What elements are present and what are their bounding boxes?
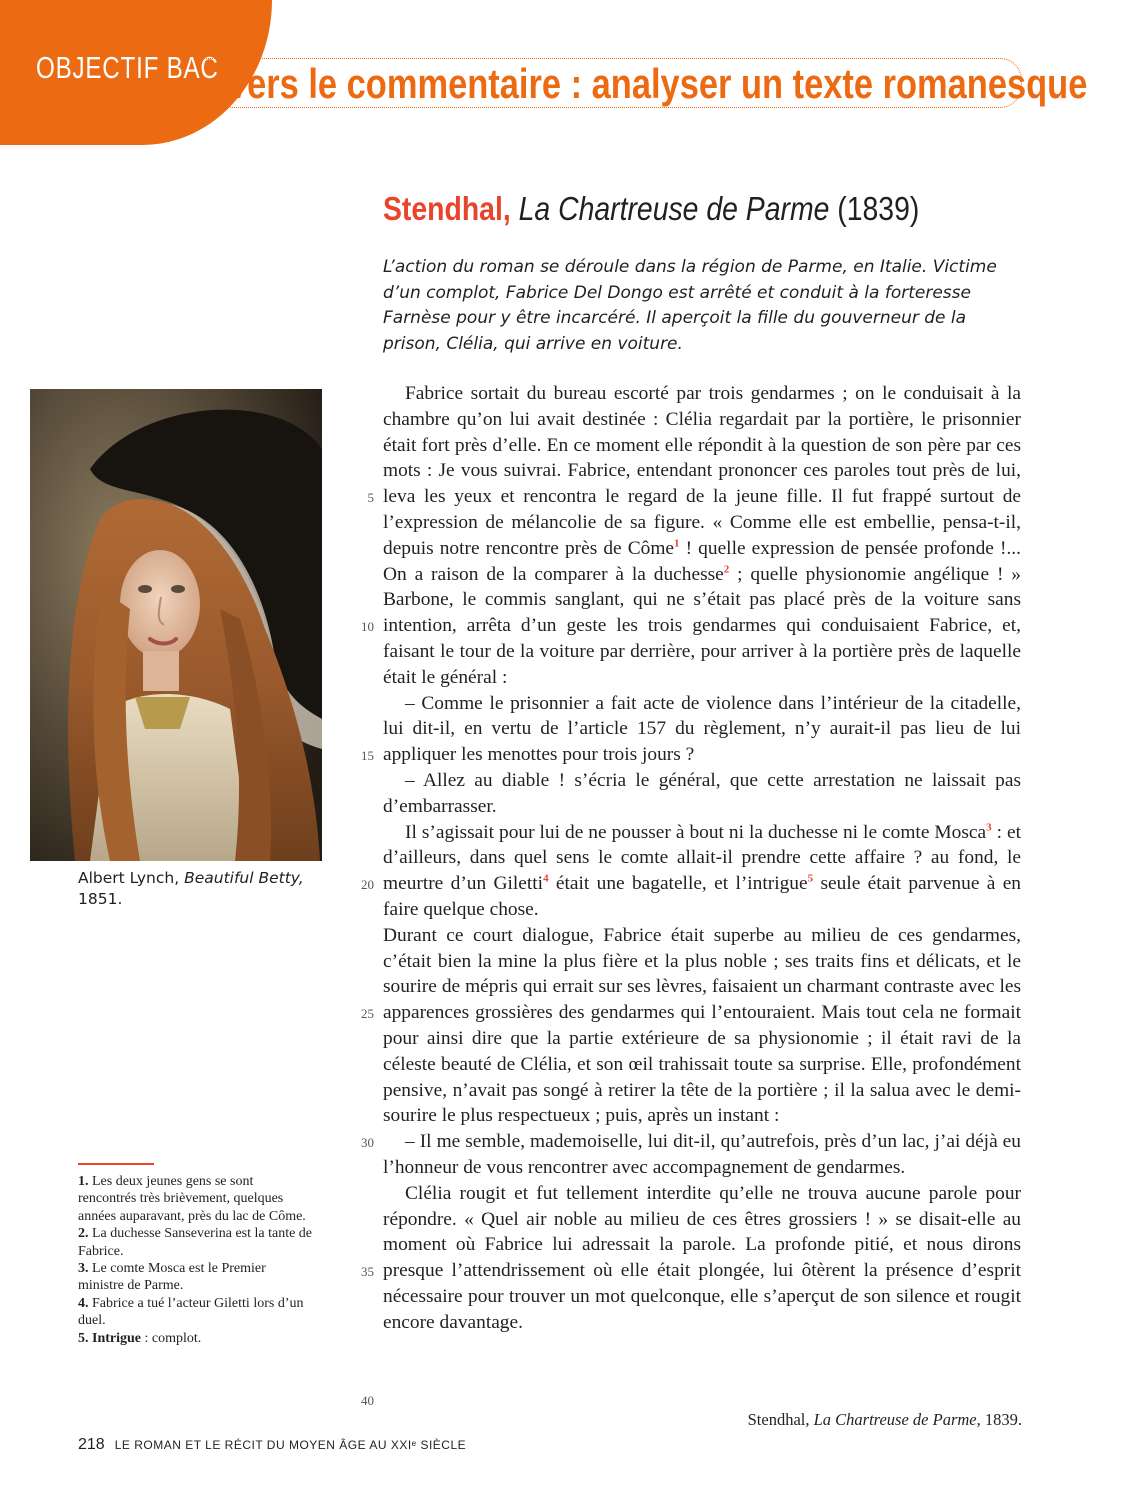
line-number: 30 <box>361 1135 374 1151</box>
footnote-text: Les deux jeunes gens se sont rencontrés très brièvement, quelques années auparavant, près du lac de Côme. <box>78 1174 306 1224</box>
footnote-ref[interactable]: 3 <box>986 821 992 834</box>
caption-artist: Albert Lynch, <box>78 869 185 887</box>
text-segment: ; quelle physionomie angélique ! » Barbone, le commis sanglant, qui ne s’était pas placé près de la voiture sans intention, arrêta d’un geste les trois gendarmes qui conduisaient Fabrice, et, faisant le tour de la voiture par derrière, pour arriver à la portière près de laquelle était le général : <box>383 563 1021 688</box>
text-segment: Fabrice sortait du bureau escorté par trois gendarmes ; on le conduisait à la chambre qu’on lui avait destinée : Clélia regardait par la portière, le prisonnier était fort près d’elle. En ce moment elle répondit à la question de son père par ces mots : Je vous suivrai. Fabrice, entendant prononcer ces paroles tout près de lui, leva les yeux et rencontra le regard de la jeune fille. Il fut frappé surtout de l’expression de mélancolie de sa figure. « Comme elle est embellie, pensa-t-il, depuis notre rencontre près de Côme <box>383 383 1021 559</box>
footnote-text: La duchesse Sanseverina est la tante de Fabrice. <box>78 1226 313 1259</box>
source-title: La Chartreuse de Parme <box>813 1410 977 1429</box>
paragraph <box>383 923 1021 1129</box>
work-heading <box>383 190 919 228</box>
footnote-number: 4. <box>78 1295 89 1311</box>
tab-label: OBJECTIF BAC <box>36 50 219 85</box>
line-number: 10 <box>361 619 374 635</box>
portrait-image <box>30 389 322 861</box>
footnote <box>78 1330 314 1347</box>
text-segment: – Comme le prisonnier a fait acte de violence dans l’intérieur de la citadelle, lui dit-il, en vertu de l’article 157 du règlement, n’y aurait-il pas lieu de lui appliquer les menottes pour trois jours ? <box>383 692 1021 766</box>
footnote-text: : complot. <box>141 1330 202 1346</box>
footnote <box>78 1173 314 1225</box>
work-author: Stendhal <box>383 190 503 227</box>
footnote <box>78 1225 314 1260</box>
text-segment: Il s’agissait pour lui de ne pousser à bout ni la duchesse ni le comte Mosca <box>405 821 987 843</box>
source-author: Stendhal, <box>747 1410 814 1429</box>
line-number: 40 <box>361 1393 374 1409</box>
footnote-number: 1. <box>78 1174 89 1189</box>
heading-comma: , <box>502 190 519 227</box>
footnote-text: Fabrice a tué l’acteur Giletti lors d’un duel. <box>78 1295 304 1329</box>
text-segment: Durant ce court dialogue, Fabrice était superbe au milieu de ces gendarmes, c’était bien la mine la plus fière et la plus noble ; ses traits fins et délicats, et le sourire de mépris qui errait sur ses lèvres, faisaient un charmant contraste avec les apparences grossières des gendarmes qui l’entouraient. Mais tout cela ne formait pour ainsi dire que la partie extérieure de sa physionomie ; il était ravi de la céleste beauté de Clélia, et son œil trahissait toute sa surprise. Elle, profondément pensive, n’avait pas songé à retirer la tête de la portière ; il la salua avec le demi-sourire le plus respectueux ; puis, après un instant : <box>383 924 1021 1127</box>
footnote-number: 5. Intrigue <box>78 1330 141 1346</box>
footnote-ref[interactable]: 2 <box>723 563 730 576</box>
text-segment: – Il me semble, mademoiselle, lui dit-il, qu’autrefois, près d’un lac, j’ai déjà eu l’honneur de vous rencontrer avec accompagnement de gendarmes. <box>383 1131 1021 1178</box>
source-year: , 1839. <box>976 1410 1022 1429</box>
page-footer <box>78 1436 466 1454</box>
image-caption <box>78 868 308 910</box>
caption-year: 1851. <box>78 890 123 908</box>
paragraph <box>383 691 1021 768</box>
work-year: (1839) <box>837 190 920 227</box>
footnote-text: Le comte Mosca est le Premier ministre de Parme. <box>78 1261 266 1294</box>
paragraph <box>383 768 1021 820</box>
text-segment: ! quelle expression de pensée profonde !... On a raison de la comparer à la duchesse <box>383 537 1021 585</box>
text-segment: Clélia rougit et fut tellement interdite qu’elle ne trouva aucune parole pour répondre. « Quel air noble au milieu de ces êtres grossiers ! » se disait-elle au moment où Fabrice lui adressait la parole. La profonde pitié, et nous dirons presque l’attendrissement où elle était plongée, lui ôtèrent la présence d’esprit nécessaire pour trouver un mot quelconque, elle s’aperçut de son silence et rougit encore davantage. <box>383 1182 1021 1333</box>
main-text <box>383 381 1021 1335</box>
line-number: 25 <box>361 1006 374 1022</box>
footnote <box>78 1260 314 1295</box>
text-segment: seule était parvenue à en faire quelque chose. <box>383 873 1022 920</box>
footnote-number: 3. <box>78 1261 89 1277</box>
footnote-number: 2. <box>78 1226 89 1242</box>
line-number: 5 <box>367 490 374 506</box>
text-segment: : et d’ailleurs, dans quel sens le comte allait-il prendre cette affaire ? au fond, le meurtre d’un Giletti <box>383 821 1021 895</box>
footnote <box>78 1295 314 1330</box>
text-segment: – Allez au diable ! s’écria le général, que cette arrestation ne laissait pas d’embarrasser. <box>383 769 1021 817</box>
page-number: 218 <box>78 1436 105 1453</box>
paragraph <box>383 1129 1021 1181</box>
text-segment: était une bagatelle, et l’intrigue <box>548 873 808 895</box>
line-number: 15 <box>361 748 374 764</box>
intro-text: L’action du roman se déroule dans la région de Parme, en Italie. Victime d’un complot, Fabrice Del Dongo est arrêté et conduit à la forteresse Farnèse pour y être incarcéré. Il aperçoit la fille du gouverneur de la prison, Clélia, qui arrive en voiture. <box>383 257 997 354</box>
paragraph <box>383 381 1021 691</box>
line-number: 35 <box>361 1264 374 1280</box>
caption-title: Beautiful Betty, <box>184 869 304 887</box>
work-title: La Chartreuse de Parme <box>518 190 830 227</box>
page-title: Vers le commentaire : analyser un texte romanesque <box>226 60 1088 107</box>
section-title: LE ROMAN ET LE RÉCIT DU MOYEN ÂGE AU XXIᵉ SIÈCLE <box>114 1438 467 1452</box>
footnote-ref[interactable]: 4 <box>543 872 549 885</box>
footnotes <box>78 1173 314 1347</box>
footnote-ref[interactable]: 5 <box>807 872 814 885</box>
paragraph <box>383 1181 1021 1336</box>
source-citation <box>748 1410 1022 1430</box>
paragraph <box>383 820 1021 923</box>
line-number: 20 <box>361 877 374 893</box>
footnote-ref[interactable]: 1 <box>674 537 680 550</box>
notes-rule <box>78 1163 154 1165</box>
